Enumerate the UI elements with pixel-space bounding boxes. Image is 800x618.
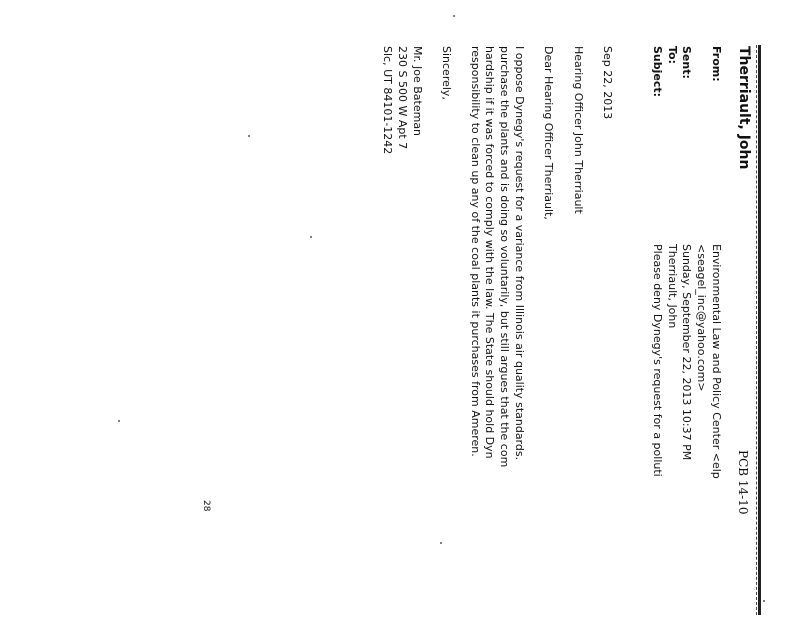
- from-email: <seagel_inc@yahoo.com>: [695, 244, 708, 392]
- top-rule-dashed: [756, 45, 757, 615]
- signature-city: Slc, UT 84101-1242: [381, 46, 394, 155]
- closing: Sincerely,: [440, 46, 453, 100]
- signature-address: 230 S 500 W Apt 7: [396, 46, 409, 150]
- docket-number: PCB 14-10: [736, 450, 750, 515]
- subject-label: Subject:: [651, 46, 664, 98]
- salutation: Dear Hearing Officer Therriault,: [542, 46, 555, 220]
- scan-speck: [248, 135, 250, 137]
- to-label: To:: [666, 46, 679, 64]
- paragraph-line: responsibility to clean up any of the coal plants it purchases from Ameren.: [469, 46, 482, 457]
- paragraph-line: I oppose Dynegy's request for a variance from Illinois air quality standards.: [513, 46, 526, 461]
- page-number: 28: [201, 500, 211, 512]
- scan-speck: [118, 420, 120, 422]
- letter-recipient: Hearing Officer John Therriault: [572, 46, 585, 214]
- signature-name: Mr. Joe Bateman: [411, 46, 424, 137]
- sent-value: Sunday, September 22, 2013 10:37 PM: [680, 244, 693, 461]
- scan-speck: [453, 15, 455, 17]
- paragraph-line: hardship if it was forced to comply with the law. The State should hold Dyn: [483, 46, 496, 459]
- sender-title: Therriault, John: [736, 46, 752, 170]
- from-value: Environmental Law and Policy Center <elp: [710, 244, 723, 479]
- sent-label: Sent:: [680, 46, 693, 79]
- to-value: Therriault, John: [666, 244, 679, 329]
- from-label: From:: [710, 46, 723, 82]
- scan-speck: [310, 236, 312, 238]
- top-rule: [758, 45, 761, 615]
- paragraph-line: purchase the plants and is doing so voluntarily, but still argues that the com: [498, 46, 511, 468]
- letter-date: Sep 22, 2013: [601, 46, 614, 120]
- subject-value: Please deny Dynegy's request for a polluti: [651, 244, 664, 477]
- scan-speck: [763, 600, 765, 602]
- scan-speck: [440, 542, 442, 544]
